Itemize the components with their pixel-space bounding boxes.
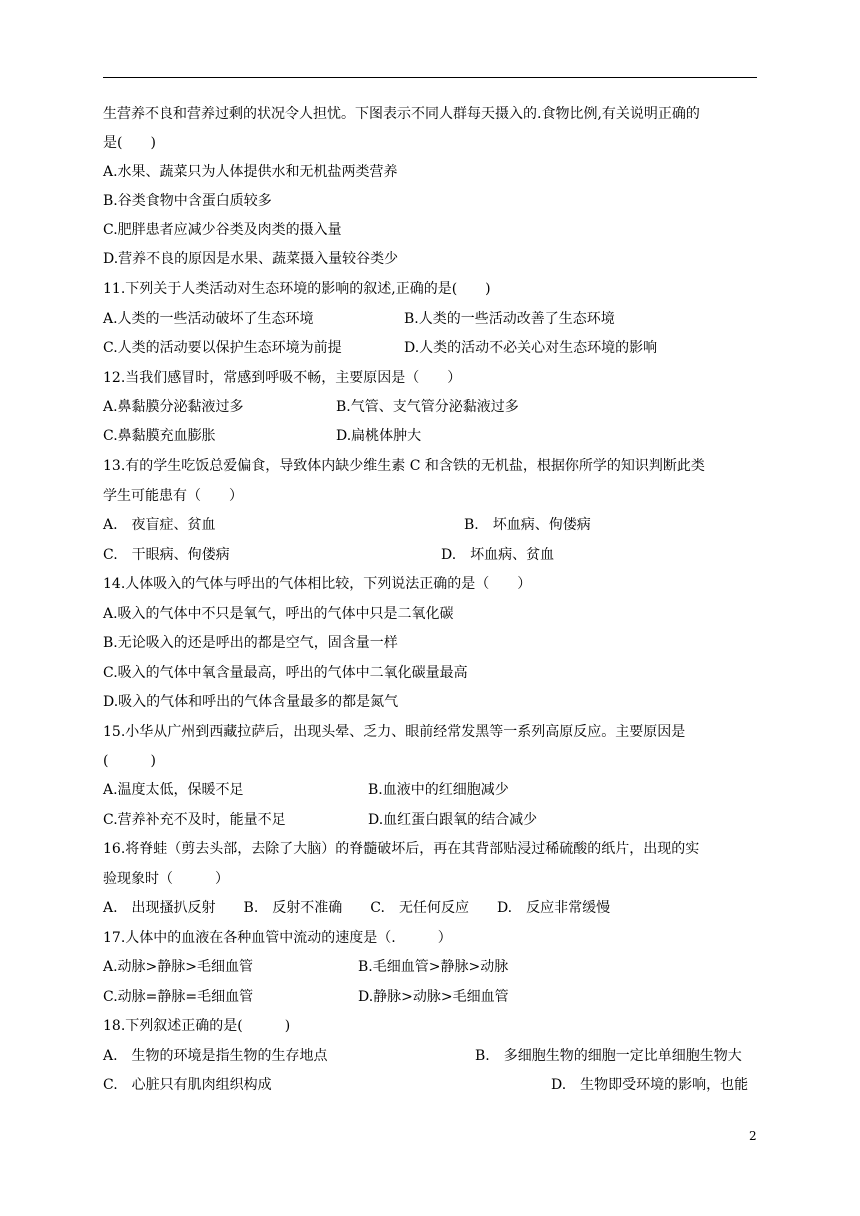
question-15-option-c: C.营养补充不及时，能量不足: [103, 812, 286, 828]
question-14-stem: 14.人体吸入的气体与呼出的气体相比较，下列说法正确的是（ ）: [103, 576, 532, 592]
question-10-option-b: B.谷类食物中含蛋白质较多: [103, 193, 272, 209]
question-13-option-d: D. 坏血病、贫血: [441, 547, 555, 563]
question-16-stem: 16.将脊蛙（剪去头部，去除了大脑）的脊髓破坏后，再在其背部贴浸过稀硫酸的纸片，出现的实: [103, 841, 700, 857]
question-15-stem: 15.小华从广州到西藏拉萨后，出现头晕、乏力、眼前经常发黑等一系列高原反应。主要原因是: [103, 724, 686, 740]
question-10-stem-cont: 是( ): [103, 135, 156, 151]
question-18-option-d: D. 生物即受环境的影响，也能: [551, 1077, 749, 1093]
question-12-stem: 12.当我们感冒时，常感到呼吸不畅，主要原因是（ ）: [103, 370, 462, 386]
question-10-option-c: C.肥胖患者应减少谷类及肉类的摄入量: [103, 222, 342, 238]
question-12-option-b: B.气管、支气管分泌黏液过多: [336, 399, 519, 415]
question-13-option-c: C. 干眼病、佝偻病: [103, 547, 230, 563]
question-16-options: A. 出现搔扒反射 B. 反射不准确 C. 无任何反应 D. 反应非常缓慢: [103, 900, 611, 916]
question-15-option-b: B.血液中的红细胞减少: [368, 782, 509, 798]
question-18-option-c: C. 心脏只有肌肉组织构成: [103, 1077, 272, 1093]
question-11-option-d: D.人类的活动不必关心对生态环境的影响: [404, 340, 658, 356]
question-18-option-a: A. 生物的环境是指生物的生存地点: [103, 1048, 328, 1064]
question-18-option-b: B. 多细胞生物的细胞一定比单细胞生物大: [475, 1048, 742, 1064]
question-12-option-a: A.鼻黏膜分泌黏液过多: [103, 399, 244, 415]
question-14-option-d: D.吸入的气体和呼出的气体含量最多的都是氮气: [103, 694, 399, 710]
question-10-option-a: A.水果、蔬菜只为人体提供水和无机盐两类营养: [103, 164, 398, 180]
question-12-option-d: D.扁桃体肿大: [336, 428, 422, 444]
question-12-option-c: C.鼻黏膜充血膨胀: [103, 428, 216, 444]
question-15-option-a: A.温度太低，保暖不足: [103, 782, 244, 798]
page-number: 2: [749, 1129, 757, 1143]
question-11-stem: 11.下列关于人类活动对生态环境的影响的叙述,正确的是( ): [103, 281, 491, 297]
question-13-stem: 13.有的学生吃饭总爱偏食，导致体内缺少维生素 C 和含铁的无机盐，根据你所学的知识判断此类: [103, 458, 705, 474]
question-14-option-b: B.无论吸入的还是呼出的都是空气，固含量一样: [103, 635, 398, 651]
question-11-option-c: C.人类的活动要以保护生态环境为前提: [103, 340, 342, 356]
question-14-option-a: A.吸入的气体中不只是氧气，呼出的气体中只是二氧化碳: [103, 606, 454, 622]
question-17-option-d: D.静脉>动脉>毛细血管: [358, 989, 509, 1005]
question-13-stem-cont: 学生可能患有（ ）: [103, 488, 243, 504]
question-13-option-a: A. 夜盲症、贫血: [103, 517, 216, 533]
question-17-option-c: C.动脉=静脉=毛细血管: [103, 989, 254, 1005]
question-10-option-d: D.营养不良的原因是水果、蔬菜摄入量较谷类少: [103, 251, 399, 267]
question-13-option-b: B. 坏血病、佝偻病: [464, 517, 591, 533]
question-17-stem: 17.人体中的血液在各种血管中流动的速度是（. ）: [103, 930, 452, 946]
question-18-stem: 18.下列叙述正确的是( ): [103, 1018, 291, 1034]
question-16-stem-cont: 验现象时（ ）: [103, 871, 229, 887]
question-11-option-a: A.人类的一些活动破坏了生态环境: [103, 311, 314, 327]
question-15-option-d: D.血红蛋白跟氧的结合减少: [368, 812, 538, 828]
question-14-option-c: C.吸入的气体中氧含量最高，呼出的气体中二氧化碳量最高: [103, 665, 468, 681]
header-rule: [103, 77, 757, 78]
question-17-option-a: A.动脉>静脉>毛细血管: [103, 959, 254, 975]
question-17-option-b: B.毛细血管>静脉>动脉: [358, 959, 509, 975]
question-15-stem-cont: ( ): [103, 753, 156, 769]
question-11-option-b: B.人类的一些活动改善了生态环境: [404, 311, 615, 327]
question-10-stem: 生营养不良和营养过剩的状况令人担忧。下图表示不同人群每天摄入的.食物比例,有关说明正确的: [103, 106, 700, 122]
